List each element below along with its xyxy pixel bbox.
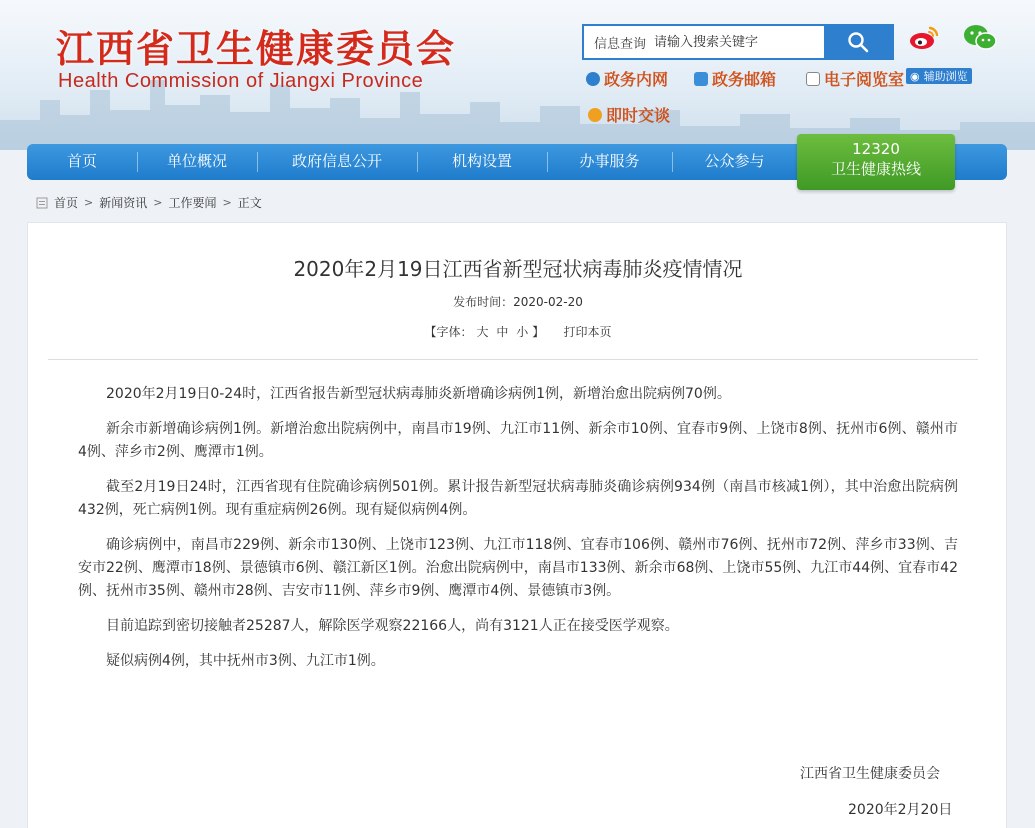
article-card bbox=[27, 222, 1007, 828]
font-size-label: 【字体： bbox=[424, 325, 473, 339]
article-tools bbox=[28, 323, 1008, 340]
reading-room-icon bbox=[806, 72, 820, 86]
hotline-label: 卫生健康热线 bbox=[830, 160, 921, 178]
nav-public-participation[interactable]: 公众参与 bbox=[704, 152, 765, 170]
wechat-icon[interactable] bbox=[962, 22, 998, 54]
site-header bbox=[0, 0, 1035, 150]
search-button[interactable] bbox=[824, 26, 892, 58]
link-assisted-browsing[interactable]: ◉ 辅助浏览 bbox=[906, 68, 972, 84]
breadcrumb-work-news[interactable]: 工作要闻 bbox=[168, 196, 217, 210]
search-label: 信息查询 bbox=[594, 37, 647, 52]
font-size-medium[interactable]: 中 bbox=[496, 325, 509, 339]
nav-services[interactable]: 办事服务 bbox=[579, 152, 640, 170]
paragraph: 截至2月19日24时，江西省现有住院确诊病例501例。累计报告新型冠状病毒肺炎确诊病例934例（南昌市核减1例），其中治愈出院病例432例，死亡病例1例。现有重症病例26例。现有疑似病例4例。 bbox=[78, 479, 958, 518]
signature-date: 2020年2月20日 bbox=[848, 802, 953, 818]
nav-gov-info[interactable]: 政府信息公开 bbox=[291, 152, 382, 170]
article-title: 2020年2月19日江西省新型冠状病毒肺炎疫情情况 bbox=[293, 257, 743, 281]
nav-org-structure[interactable]: 机构设置 bbox=[451, 152, 512, 170]
chat-icon bbox=[588, 108, 602, 122]
nav-home[interactable]: 首页 bbox=[66, 152, 97, 170]
chevron-right-icon: > bbox=[153, 196, 163, 209]
mail-icon bbox=[694, 72, 708, 86]
publish-info bbox=[28, 293, 1008, 310]
site-subtitle: Health Commission of Jiangxi Province bbox=[58, 70, 424, 92]
print-page-link[interactable]: 打印本页 bbox=[563, 325, 612, 339]
search-icon bbox=[847, 31, 869, 53]
publish-date: 2020-02-20 bbox=[513, 295, 583, 309]
hotline-number: 12320 bbox=[852, 140, 900, 158]
link-instant-chat[interactable]: 即时交谈 bbox=[588, 103, 670, 126]
hotline-button[interactable] bbox=[797, 134, 955, 190]
font-size-large[interactable]: 大 bbox=[476, 325, 489, 339]
paragraph: 确诊病例中，南昌市229例、新余市130例、上饶市123例、九江市118例、宜春市106例、赣州市76例、抚州市72例、萍乡市33例、吉安市22例、鹰潭市18例、景德镇市6例、赣江新区1例。治愈出院病例中，南昌市133例、新余市68例、上饶市55例、九江市44例、宜春市42例、抚州市35例、赣州市28例、吉安市11例、萍乡市9例、鹰潭市4例、景德镇市3例。 bbox=[78, 537, 958, 599]
breadcrumb bbox=[36, 194, 262, 211]
breadcrumb-news[interactable]: 新闻资讯 bbox=[99, 196, 148, 210]
article-body bbox=[78, 383, 958, 685]
breadcrumb-home[interactable]: 首页 bbox=[54, 196, 79, 210]
site-title[interactable]: 江西省卫生健康委员会 bbox=[56, 26, 457, 71]
title-divider bbox=[48, 359, 978, 360]
link-gov-mail[interactable]: 政务邮箱 bbox=[694, 67, 776, 90]
weibo-icon[interactable] bbox=[906, 22, 942, 54]
search-box bbox=[582, 24, 894, 60]
paragraph: 新余市新增确诊病例1例。新增治愈出院病例中，南昌市19例、九江市11例、新余市10例、宜春市9例、上饶市8例、抚州市6例、赣州市4例、萍乡市2例、鹰潭市1例。 bbox=[78, 421, 958, 460]
signature-org: 江西省卫生健康委员会 bbox=[800, 766, 940, 782]
breadcrumb-current: 正文 bbox=[237, 196, 262, 210]
link-gov-intranet[interactable]: 政务内网 bbox=[586, 67, 668, 90]
font-size-small[interactable]: 小 bbox=[516, 325, 529, 339]
publish-label: 发布时间： bbox=[453, 295, 514, 309]
eye-icon: ◉ bbox=[910, 69, 920, 83]
font-size-end: 】 bbox=[532, 325, 545, 339]
link-e-reading-room[interactable]: 电子阅览室 bbox=[806, 67, 904, 90]
gov-intranet-icon bbox=[586, 72, 600, 86]
chevron-right-icon: > bbox=[222, 196, 232, 209]
chevron-right-icon: > bbox=[84, 196, 94, 209]
paragraph: 疑似病例4例，其中抚州市3例、九江市1例。 bbox=[106, 653, 385, 669]
paragraph: 目前追踪到密切接触者25287人，解除医学观察22166人，尚有3121人正在接受医学观察。 bbox=[106, 618, 679, 634]
paragraph: 2020年2月19日0-24时，江西省报告新型冠状病毒肺炎新增确诊病例1例，新增治愈出院病例70例。 bbox=[106, 386, 731, 402]
home-icon bbox=[36, 197, 48, 209]
nav-unit-overview[interactable]: 单位概况 bbox=[166, 152, 227, 170]
search-input[interactable] bbox=[648, 26, 824, 58]
